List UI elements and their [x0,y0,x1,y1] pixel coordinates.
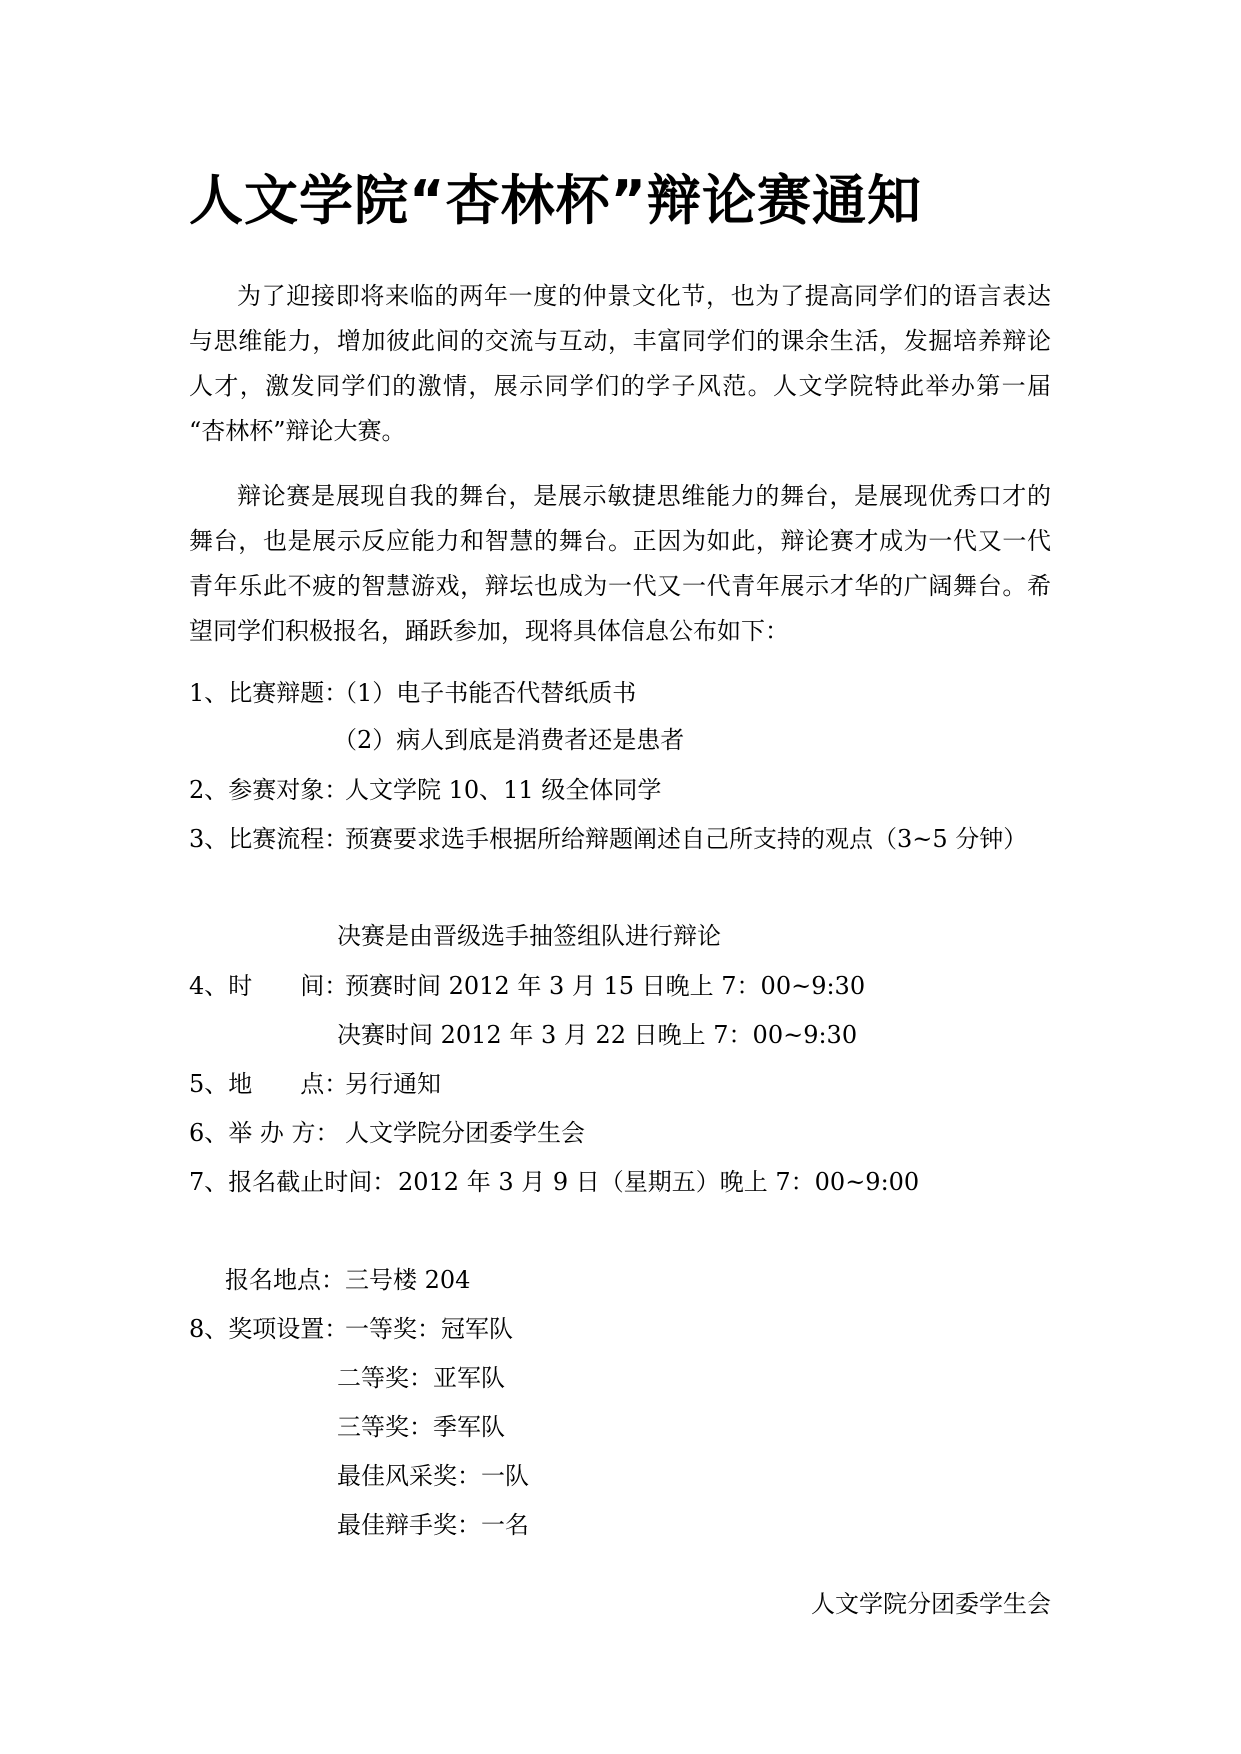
time-label: 4、时 间： [189,972,349,1000]
paragraph-1-line-3: 人才，激发同学们的激情，展示同学们的学子风范。人文学院特此举办第一届 [189,372,1051,400]
paragraph-2-line-2: 舞台，也是展示反应能力和智慧的舞台。正因为如此，辩论赛才成为一代又一代 [189,527,1051,555]
deadline-value: 2012 年 3 月 9 日（星期五）晚上 7：00~9:00 [398,1168,920,1196]
deadline-label: 7、报名截止时间： [189,1168,397,1196]
paragraph-1-line-1: 为了迎接即将来临的两年一度的仲景文化节，也为了提高同学们的语言表达 [237,282,1051,310]
signature: 人文学院分团委学生会 [811,1590,1051,1618]
process-prelim: 预赛要求选手根据所给辩题阐述自己所支持的观点（3~5 分钟） [345,825,1028,853]
organizer-value: 人文学院分团委学生会 [345,1119,585,1147]
award-4: 最佳风采奖：一队 [337,1462,529,1490]
time-prelim: 预赛时间 2012 年 3 月 15 日晚上 7：00~9:30 [345,972,866,1000]
topic-2: （2）病人到底是消费者还是患者 [333,726,685,754]
page-title: 人文学院“杏林杯”辩论赛通知 [189,169,922,232]
organizer-label: 6、举 办 方： [189,1119,340,1147]
award-3: 三等奖：季军队 [337,1413,505,1441]
award-1: 一等奖：冠军队 [345,1315,513,1343]
paragraph-1-line-2: 与思维能力，增加彼此间的交流与互动，丰富同学们的课余生活，发掘培养辩论 [189,327,1051,355]
award-5: 最佳辩手奖：一名 [337,1511,529,1539]
awards-label: 8、奖项设置： [189,1315,349,1343]
place-value: 另行通知 [345,1070,441,1098]
participants-label: 2、参赛对象： [189,776,349,804]
topic-label: 1、比赛辩题： [189,679,349,707]
paragraph-2-line-4: 望同学们积极报名，踊跃参加，现将具体信息公布如下： [189,617,789,645]
place-label: 5、地 点： [189,1070,349,1098]
paragraph-2-line-3: 青年乐此不疲的智慧游戏，辩坛也成为一代又一代青年展示才华的广阔舞台。希 [189,572,1051,600]
participants-value: 人文学院 10、11 级全体同学 [345,776,662,804]
process-final: 决赛是由晋级选手抽签组队进行辩论 [337,922,721,950]
award-2: 二等奖：亚军队 [337,1364,505,1392]
signup-place: 报名地点：三号楼 204 [225,1266,471,1294]
paragraph-2-line-1: 辩论赛是展现自我的舞台，是展示敏捷思维能力的舞台，是展现优秀口才的 [237,482,1051,510]
time-final: 决赛时间 2012 年 3 月 22 日晚上 7：00~9:30 [337,1021,858,1049]
process-label: 3、比赛流程： [189,825,349,853]
paragraph-1-line-4: “杏林杯”辩论大赛。 [189,417,406,445]
topic-1: （1）电子书能否代替纸质书 [333,679,637,707]
